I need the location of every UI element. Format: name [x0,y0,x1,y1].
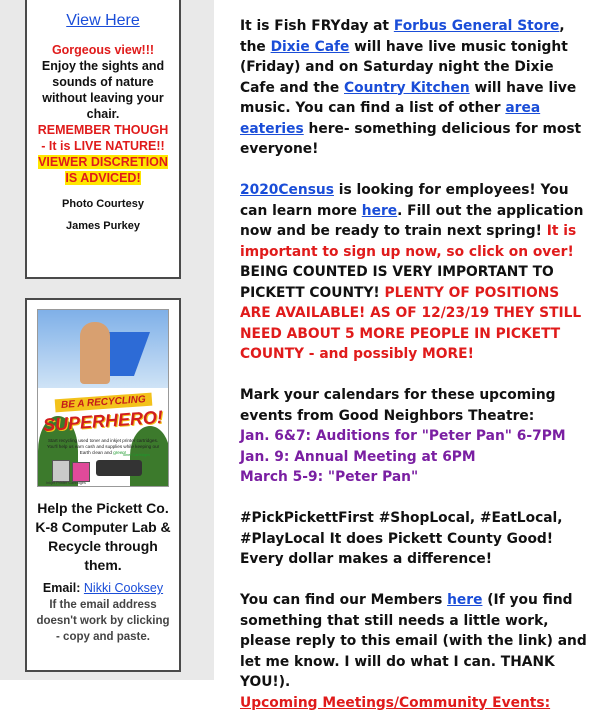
census-here-link[interactable]: here [362,203,397,219]
help-recycle-text: Help the Pickett Co. K-8 Computer Lab & Recycle through them. [27,499,179,575]
email-link[interactable]: Nikki Cooksey [84,581,163,595]
poster-title-line2: SUPERHERO! [37,406,168,436]
toner-cartridge-icon [96,460,142,476]
area-eateries-link[interactable]: area eateries [240,100,540,137]
event-annual-meeting: Jan. 9: Annual Meeting at 6PM [240,449,476,465]
ink-cartridge-icon [72,462,90,482]
photographer-name: James Purkey [27,220,179,232]
inkjet-label: Inkjet Printer Cartridges [46,481,86,485]
ink-cartridge-icon [52,460,70,482]
country-kitchen-link[interactable]: Country Kitchen [344,80,470,96]
remember-text: REMEMBER THOUGH - It is LIVE NATURE!! [27,122,179,154]
fish-fryday-paragraph: It is Fish FRYday at Forbus General Store, the Dixie Cafe will have live music tonight (Friday) and on Saturday night the Dixie Cafe and the Country Kitchen will have live music. You can find a list of other area eateries here- something delicious for most everyone! [240,16,590,160]
census-link[interactable]: 2020Census [240,182,334,198]
theatre-events-paragraph: Mark your calendars for these upcoming events from Good Neighbors Theatre: Jan. 6&7: Auditions for "Peter Pan" 6-7PM Jan. 9: Annual Meeting at 6PM March 5-9: "Peter Pan" [240,385,590,488]
enjoy-text: Enjoy the sights and sounds of nature without leaving your chair. [27,58,179,122]
main-content [240,16,590,713]
recycling-poster-image [37,309,169,487]
recycling-card [25,298,181,672]
event-auditions: Jan. 6&7: Auditions for "Peter Pan" 6-7PM [240,428,566,444]
dixie-cafe-link[interactable]: Dixie Cafe [271,39,350,55]
gorgeous-text: Gorgeous view!!! [27,42,179,58]
photo-courtesy-text: Photo Courtesy [27,198,179,210]
shop-local-paragraph: #PickPickettFirst #ShopLocal, #EatLocal, #PlayLocal It does Pickett County Good! Every dollar makes a difference! [240,508,590,570]
forbus-store-link[interactable]: Forbus General Store [394,18,560,34]
sidebar [0,0,214,680]
upcoming-events-heading[interactable]: Upcoming Meetings/Community Events: [240,693,590,713]
members-here-link[interactable]: here [447,592,482,608]
nature-view-card [25,0,181,279]
event-peter-pan: March 5-9: "Peter Pan" [240,469,418,485]
members-paragraph: You can find our Members here (If you find something that still needs a little work, please reply to this email (with the link) and let me know. I will do what I can. THANK YOU!). [240,590,590,693]
email-note: If the email address doesn't work by clicking - copy and paste. [27,597,179,645]
poster-title-line1: BE A RECYCLING [54,393,151,413]
view-here-link[interactable]: View Here [27,12,179,30]
email-line: Email: Nikki Cooksey [27,581,179,595]
toner-label: Toner Cartridges [122,453,150,457]
census-paragraph: 2020Census is looking for employees! You can learn more here. Fill out the application now and be ready to train next spring! It is important to sign up now, so click on over! BEING COUNTED IS VERY IMPORTANT TO PICKETT COUNTY! PLENTY OF POSITIONS ARE AVAILABLE! AS OF 12/23/19 THEY STILL NEED ABOUT 5 MORE PEOPLE IN PICKETT COUNTY - and possibly MORE! [240,180,590,365]
viewer-discretion-text: VIEWER DISCRETION IS ADVICED! [27,154,179,186]
poster-fine-print: Start recycling used toner and inkjet printer cartridges. You'll help us earn cash and supplies while keeping our Earth clean and green! [42,438,164,456]
